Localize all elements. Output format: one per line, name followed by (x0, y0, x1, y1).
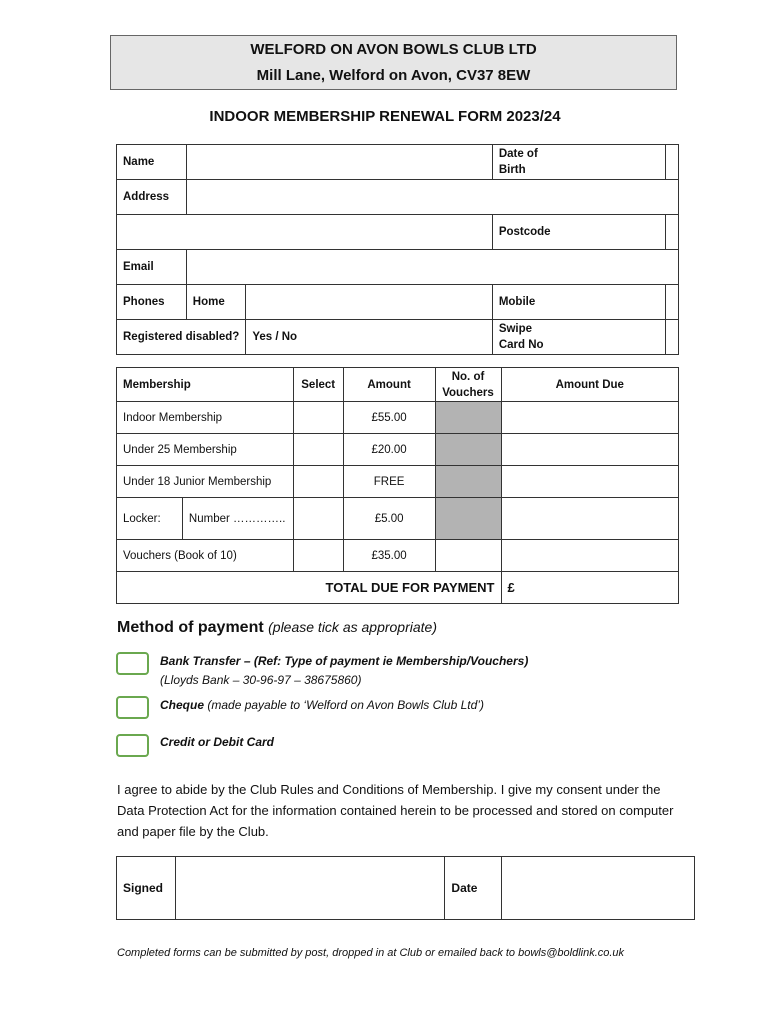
amount-cell: £35.00 (343, 540, 435, 572)
amount-header: Amount (343, 368, 435, 402)
club-address: Mill Lane, Welford on Avon, CV37 8EW (256, 67, 531, 84)
signature-table (116, 856, 695, 920)
amount-due-cell[interactable] (501, 466, 679, 498)
payment-method-note: (please tick as appropriate) (268, 619, 437, 635)
vouchers-cell-disabled (435, 434, 501, 466)
home-phone-field[interactable] (246, 285, 493, 320)
signature-field[interactable] (175, 857, 444, 920)
bank-transfer-option: Bank Transfer – (Ref: Type of payment ie Membership/Vouchers) (Lloyds Bank – 30-96-97 – 38675860) (160, 654, 529, 687)
agreement-text: I agree to abide by the Club Rules and Conditions of Membership. I give my consent under the Data Protection Act for the information contained herein to be processed and stored on computer and paper file by the Club. (117, 782, 674, 839)
phones-label: Phones (117, 285, 187, 320)
amount-cell: £55.00 (343, 402, 435, 434)
club-header (110, 35, 677, 90)
email-label: Email (117, 250, 187, 285)
total-due-value[interactable]: £ (501, 572, 679, 604)
swipe-card-field[interactable] (666, 320, 679, 355)
select-cell[interactable] (293, 402, 343, 434)
mobile-field[interactable] (666, 285, 679, 320)
postcode-field[interactable] (666, 215, 679, 250)
select-cell[interactable] (293, 434, 343, 466)
mobile-label: Mobile (492, 285, 665, 320)
table-row-label: Under 18 Junior Membership (117, 466, 294, 498)
form-title: INDOOR MEMBERSHIP RENEWAL FORM 2023/24 (209, 108, 561, 125)
vouchers-cell-disabled (435, 402, 501, 434)
date-label: Date (445, 857, 502, 920)
payment-method-title: Method of payment (please tick as appropriate) (117, 619, 437, 636)
amount-cell: FREE (343, 466, 435, 498)
signed-label: Signed (117, 857, 176, 920)
date-field[interactable] (502, 857, 695, 920)
bank-transfer-checkbox[interactable] (116, 652, 149, 675)
dob-field[interactable] (666, 145, 679, 180)
membership-table (116, 367, 679, 604)
vouchers-cell-disabled (435, 498, 501, 540)
amount-due-cell[interactable] (501, 540, 679, 572)
membership-header: Membership (117, 368, 294, 402)
email-field[interactable] (186, 250, 678, 285)
personal-details-table (116, 144, 679, 355)
vouchers-count-cell[interactable] (435, 540, 501, 572)
cheque-option: Cheque (made payable to ‘Welford on Avon Bowls Club Ltd’) (160, 698, 484, 712)
disabled-yes-no[interactable]: Yes / No (246, 320, 493, 355)
amount-due-cell[interactable] (501, 434, 679, 466)
table-row-label: Vouchers (Book of 10) (117, 540, 294, 572)
card-checkbox[interactable] (116, 734, 149, 757)
locker-label: Locker: (117, 498, 183, 540)
name-label: Name (117, 145, 187, 180)
address-field-line-2[interactable] (117, 215, 493, 250)
amount-due-header: Amount Due (501, 368, 679, 402)
swipe-card-label: Swipe Card No (492, 320, 665, 355)
select-header: Select (293, 368, 343, 402)
name-field[interactable] (186, 145, 492, 180)
locker-number-field[interactable]: Number ………….. (182, 498, 293, 540)
card-option: Credit or Debit Card (160, 735, 275, 749)
club-name: WELFORD ON AVON BOWLS CLUB LTD (250, 41, 537, 58)
cheque-checkbox[interactable] (116, 696, 149, 719)
select-cell[interactable] (293, 498, 343, 540)
select-cell[interactable] (293, 466, 343, 498)
disabled-label: Registered disabled? (117, 320, 246, 355)
table-row-label: Under 25 Membership (117, 434, 294, 466)
table-row-label: Indoor Membership (117, 402, 294, 434)
address-field[interactable] (186, 180, 678, 215)
dob-label: Date of Birth (492, 145, 665, 180)
amount-due-cell[interactable] (501, 498, 679, 540)
footer-note: Completed forms can be submitted by post, dropped in at Club or emailed back to bowls@boldlink.co.uk (117, 947, 625, 959)
select-cell[interactable] (293, 540, 343, 572)
amount-cell: £5.00 (343, 498, 435, 540)
vouchers-cell-disabled (435, 466, 501, 498)
amount-due-cell[interactable] (501, 402, 679, 434)
vouchers-header: No. of Vouchers (435, 368, 501, 402)
home-label: Home (186, 285, 246, 320)
amount-cell: £20.00 (343, 434, 435, 466)
postcode-label: Postcode (492, 215, 665, 250)
address-label: Address (117, 180, 187, 215)
total-due-label: TOTAL DUE FOR PAYMENT (117, 572, 502, 604)
